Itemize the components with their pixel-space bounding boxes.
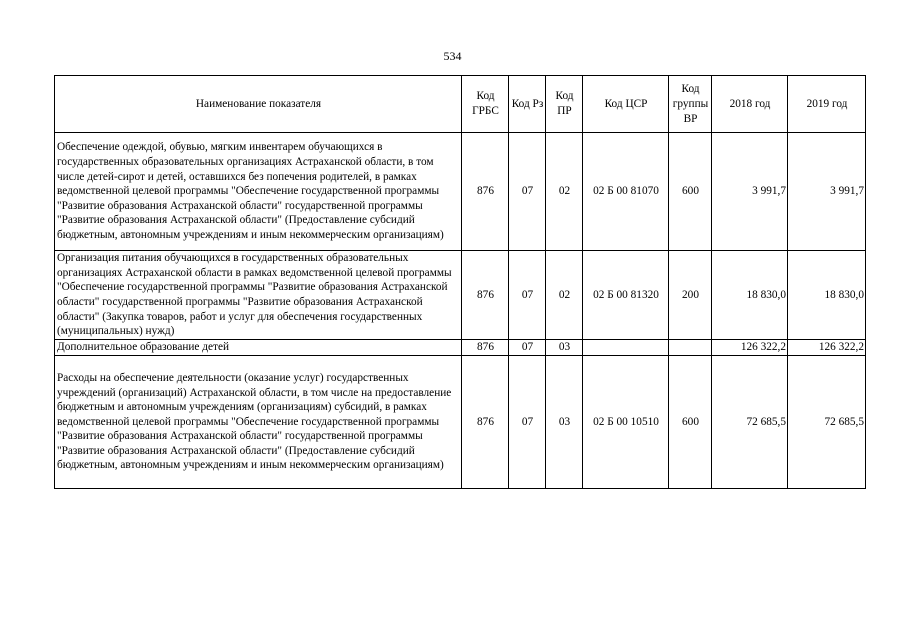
header-rz: Код Рз xyxy=(509,76,546,133)
page-number: 534 xyxy=(443,49,462,63)
row-pr: 02 xyxy=(546,251,583,340)
header-csr: Код ЦСР xyxy=(583,76,669,133)
row-2018: 72 685,5 xyxy=(712,356,788,489)
row-2019: 18 830,0 xyxy=(788,251,866,340)
row-grbs: 876 xyxy=(462,356,509,489)
row-vr: 200 xyxy=(669,251,712,340)
row-2019: 126 322,2 xyxy=(788,340,866,356)
row-name: Организация питания обучающихся в государственных образовательных организациях Астраханской области в рамках ведомственной целевой программы "Обеспечение государственной программы "Развитие образования Астраханской области" государственной программы "Развитие образования Астраханской области" (Закупка товаров, работ и услуг для обеспечения государственных (муниципальных) нужд) xyxy=(55,251,462,340)
header-vr: Код группы ВР xyxy=(669,76,712,133)
row-2019: 3 991,7 xyxy=(788,133,866,251)
row-name: Дополнительное образование детей xyxy=(55,340,462,356)
header-2019: 2019 год xyxy=(788,76,866,133)
row-csr xyxy=(583,340,669,356)
table-row xyxy=(55,251,866,340)
row-pr: 03 xyxy=(546,356,583,489)
row-vr: 600 xyxy=(669,356,712,489)
row-grbs: 876 xyxy=(462,340,509,356)
header-grbs: Код ГРБС xyxy=(462,76,509,133)
row-rz: 07 xyxy=(509,133,546,251)
row-csr: 02 Б 00 81070 xyxy=(583,133,669,251)
row-name: Расходы на обеспечение деятельности (оказание услуг) государственных учреждений (организаций) Астраханской области, в том числе на предоставление бюджетным и автономным учреждениям (организациям) субсидий, в рамках ведомственной целевой программы "Обеспечение государственной программы "Развитие образования Астраханской области" государственной программы "Развитие образования Астраханской области" (Предоставление субсидий бюджетным, автономным учреждениям и иным некоммерческим организациям) xyxy=(55,356,462,489)
header-2018: 2018 год xyxy=(712,76,788,133)
row-2018: 3 991,7 xyxy=(712,133,788,251)
row-grbs: 876 xyxy=(462,133,509,251)
table-row xyxy=(55,356,866,489)
row-csr: 02 Б 00 10510 xyxy=(583,356,669,489)
header-name: Наименование показателя xyxy=(55,76,462,133)
row-vr xyxy=(669,340,712,356)
row-2018: 18 830,0 xyxy=(712,251,788,340)
row-rz: 07 xyxy=(509,340,546,356)
table-row xyxy=(55,133,866,251)
budget-table xyxy=(54,75,866,489)
row-name: Обеспечение одеждой, обувью, мягким инвентарем обучающихся в государственных образовательных организациях Астраханской области, в том числе детей-сирот и детей, оставшихся без попечения родителей, в рамках ведомственной целевой программы "Обеспечение государственной программы "Развитие образования Астраханской области" государственной программы "Развитие образования Астраханской области" (Предоставление субсидий бюджетным, автономным учреждениям и иным некоммерческим организациям) xyxy=(55,133,462,251)
row-pr: 03 xyxy=(546,340,583,356)
row-rz: 07 xyxy=(509,251,546,340)
row-2018: 126 322,2 xyxy=(712,340,788,356)
row-grbs: 876 xyxy=(462,251,509,340)
row-csr: 02 Б 00 81320 xyxy=(583,251,669,340)
row-pr: 02 xyxy=(546,133,583,251)
table-row xyxy=(55,340,866,356)
row-vr: 600 xyxy=(669,133,712,251)
table-header-row xyxy=(55,76,866,133)
header-pr: Код ПР xyxy=(546,76,583,133)
row-rz: 07 xyxy=(509,356,546,489)
row-2019: 72 685,5 xyxy=(788,356,866,489)
